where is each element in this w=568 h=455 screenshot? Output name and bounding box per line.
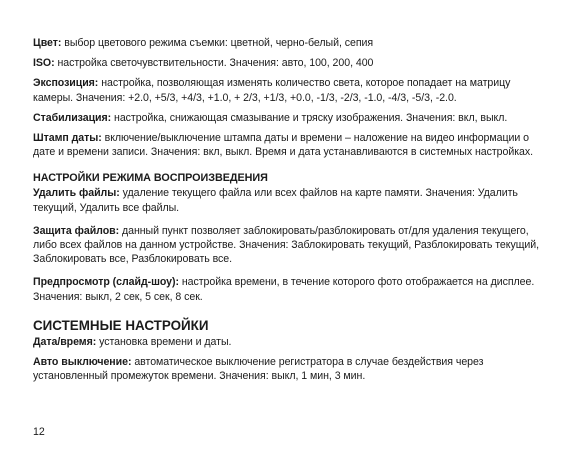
setting-term: Удалить файлы: <box>33 187 120 200</box>
setting-term: Цвет: <box>33 37 62 49</box>
setting-term: Защита файлов: <box>33 224 120 237</box>
setting-color <box>33 36 548 50</box>
setting-description: настройка времени, в течение которого фото отображается на дисплее. Значения: выкл, 2 сек, 5 сек, 8 сек. <box>33 276 535 303</box>
page-number: 12 <box>33 426 45 438</box>
setting-protect-files <box>33 224 548 267</box>
setting-description: автоматическое выключение регистратора в случае бездействия через установленный промежуток времени. Значения: выкл, 1 мин, 3 мин. <box>33 356 484 383</box>
setting-description: установка времени и даты. <box>96 335 232 348</box>
setting-exposure <box>33 76 548 104</box>
setting-term: Дата/время: <box>33 335 97 348</box>
setting-term: Предпросмотр (слайд-шоу): <box>33 276 179 289</box>
setting-description: настройка, снижающая смазывание и тряску изображения. Значения: вкл, выкл. <box>111 111 508 124</box>
setting-date-stamp <box>33 131 548 159</box>
setting-term: Экспозиция: <box>33 77 99 90</box>
setting-auto-off <box>33 355 548 383</box>
manual-page <box>33 36 548 389</box>
setting-description: удаление текущего файла или всех файлов на карте памяти. Значения: Удалить текущий, Удалить все файлы. <box>33 187 518 214</box>
setting-description: настройка, позволяющая изменять количество света, которое попадает на матрицу камеры. Значения: +2.0, +5/3, +4/3, +1.0, + 2/3, +1/3, +0.0, -1/3, -2/3, -1.0, -4/3, -5/3, -2.0. <box>33 77 511 104</box>
setting-date-time <box>33 335 548 349</box>
setting-term: Авто выключение: <box>33 356 132 369</box>
setting-iso <box>33 56 548 70</box>
setting-term: ISO: <box>33 57 55 70</box>
playback-section-title: НАСТРОЙКИ РЕЖИМА ВОСПРОИЗВЕДЕНИЯ <box>33 172 268 185</box>
setting-description: включение/выключение штампа даты и времени – наложение на видео информации о дате и времени записи. Значения: вкл, выкл. Время и дата устанавливаются в системных настройках. <box>33 132 534 159</box>
setting-description: настройка светочувствительности. Значения: авто, 100, 200, 400 <box>54 57 374 70</box>
setting-term: Штамп даты: <box>33 132 102 145</box>
setting-slideshow <box>33 275 548 303</box>
setting-description: данный пункт позволяет заблокировать/разблокировать от/для удаления текущего, либо всех файлов на данном устройстве. Значения: Заблокировать текущий, Разблокировать текущий, Заблокировать все, Разблокировать все. <box>33 224 539 266</box>
system-section-title: СИСТЕМНЫЕ НАСТРОЙКИ <box>33 317 209 333</box>
setting-delete-files <box>33 186 548 214</box>
setting-term: Стабилизация: <box>33 111 112 124</box>
setting-description: выбор цветового режима съемки: цветной, черно-белый, сепия <box>61 37 374 49</box>
setting-stabilization <box>33 111 548 125</box>
